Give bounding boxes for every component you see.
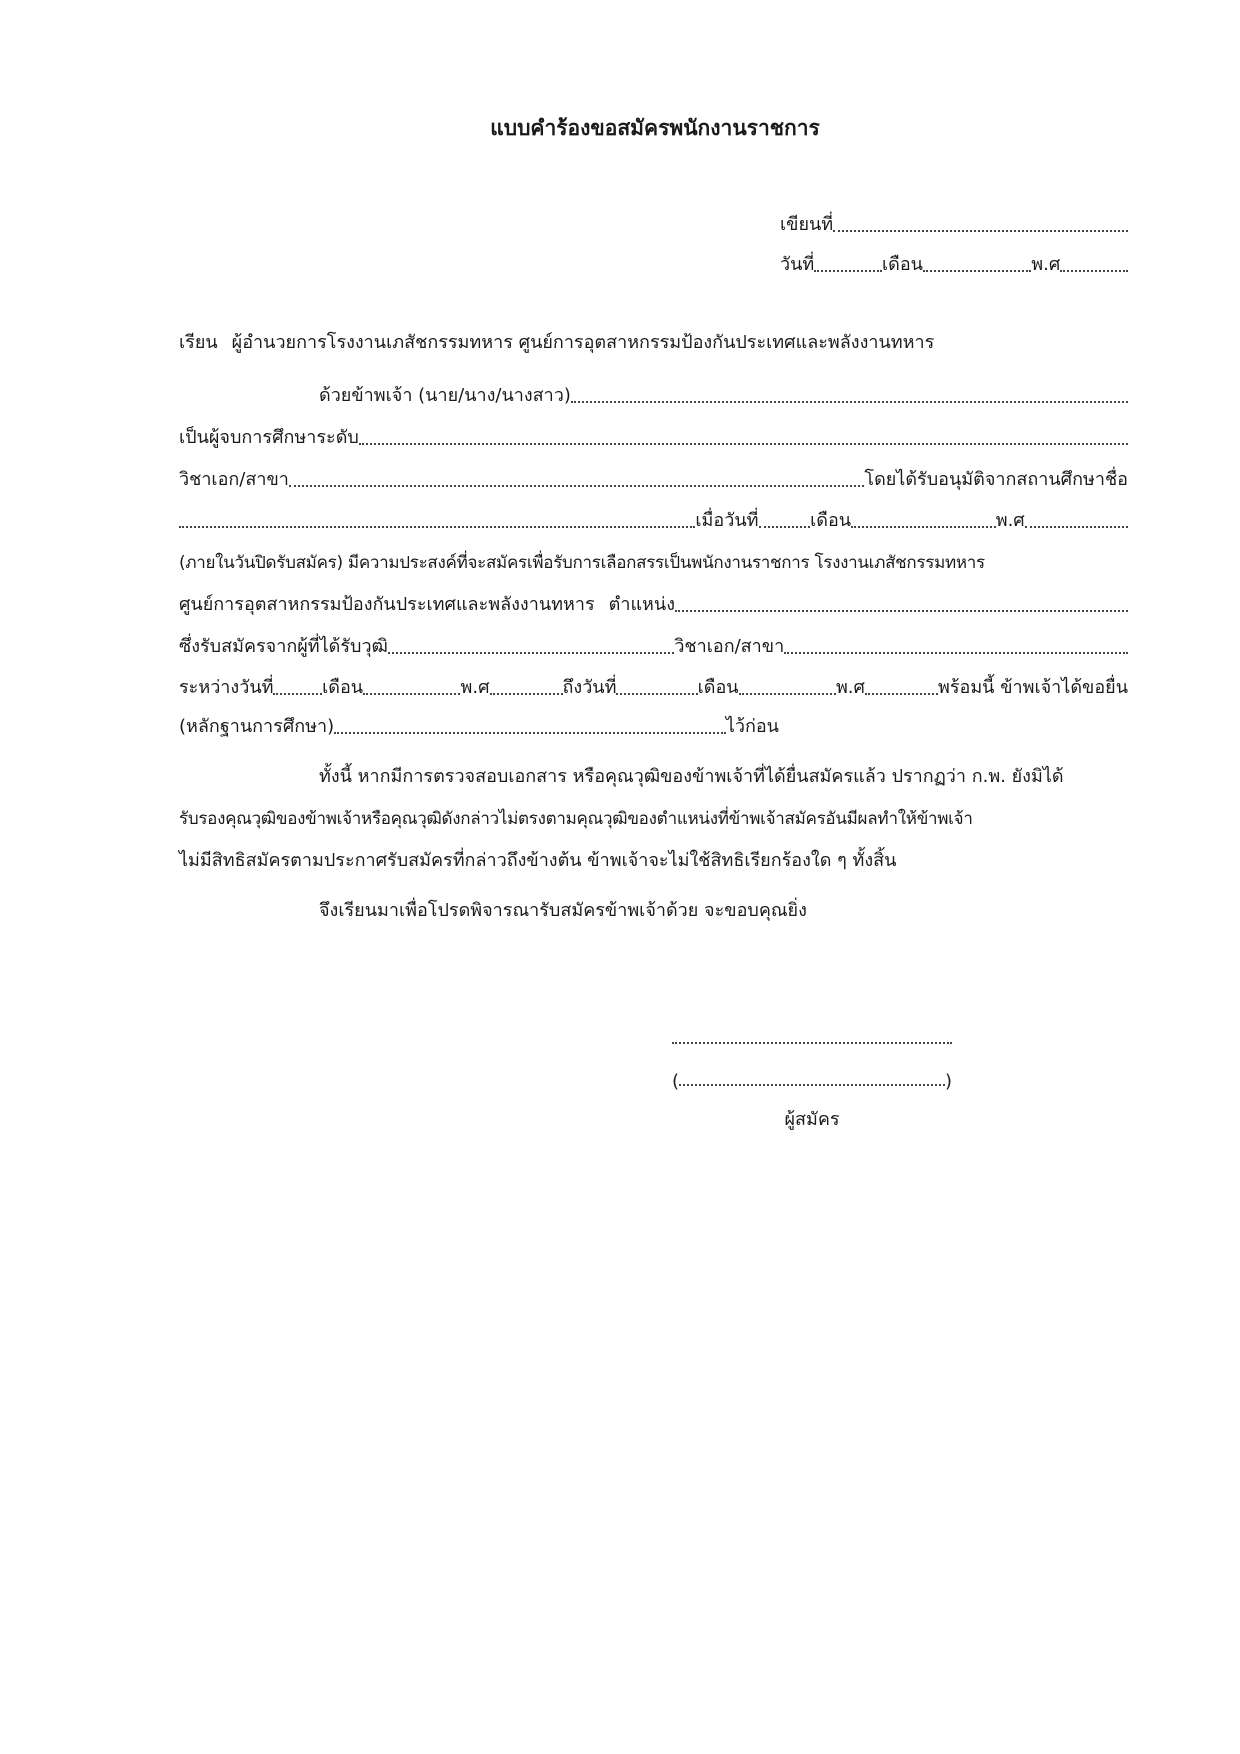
herewith-text: พร้อมนี้ ข้าพเจ้าได้ขอยื่น <box>937 677 1128 698</box>
org-text: ศูนย์การอุตสาหกรรมป้องกันประเทศและพลังงานทหาร <box>179 594 595 615</box>
evidence-label: (หลักฐานการศึกษา) <box>179 716 335 737</box>
position-label: ตำแหน่ง <box>608 594 675 615</box>
salutation-label: เรียน <box>179 332 218 353</box>
signature-role: ผู้สมัคร <box>784 1109 840 1130</box>
to-month-label: เดือน <box>697 677 739 698</box>
education-level-field[interactable] <box>359 443 1128 445</box>
qualification-row <box>179 630 1128 660</box>
declaration-line-2: รับรองคุณวุฒิของข้าพเจ้าหรือคุณวุฒิดังกล่าวไม่ตรงตามคุณวุฒิของตำแหน่งที่ข้าพเจ้าสมัครอันมีผลทำให้ข้าพเจ้า <box>179 809 973 829</box>
major-field[interactable] <box>289 485 865 487</box>
evidence-field[interactable] <box>334 732 726 734</box>
to-year-label: พ.ศ <box>835 677 865 698</box>
from-day-field[interactable] <box>273 693 322 695</box>
year-label: พ.ศ <box>995 510 1025 531</box>
from-month-field[interactable] <box>363 693 460 695</box>
written-at-row <box>780 208 1128 238</box>
beforehand-text: ไว้ก่อน <box>725 716 779 737</box>
date-day-field[interactable] <box>814 270 882 272</box>
declaration-line-3: ไม่มีสิทธิสมัครตามประกาศรับสมัครที่กล่าวถึงข้างต้น ข้าพเจ้าจะไม่ใช้สิทธิเรียกร้องใด ๆ ทั้งสิ้น <box>179 850 897 871</box>
between-day-label: ระหว่างวันที่ <box>179 677 274 698</box>
applicant-row <box>179 379 1128 409</box>
date-year-field[interactable] <box>1060 270 1128 272</box>
to-year-field[interactable] <box>865 693 938 695</box>
to-day-field[interactable] <box>616 693 697 695</box>
institution-row <box>179 504 1128 534</box>
close-paren: ) <box>944 1071 952 1092</box>
date-month-field[interactable] <box>923 270 1031 272</box>
salutation-recipient: ผู้อำนวยการโรงงานเภสัชกรรมทหาร ศูนย์การอุตสาหกรรมป้องกันประเทศและพลังงานทหาร <box>231 332 935 353</box>
open-paren: ( <box>672 1071 680 1092</box>
date-row <box>780 248 1128 278</box>
institution-field[interactable] <box>179 526 695 528</box>
grad-year-field[interactable] <box>1025 526 1128 528</box>
date-month-label: เดือน <box>881 254 923 275</box>
on-day-label: เมื่อวันที่ <box>695 510 759 531</box>
major-label: วิชาเอก/สาขา <box>179 469 289 490</box>
major2-field[interactable] <box>784 652 1128 654</box>
to-month-field[interactable] <box>739 693 836 695</box>
printed-name-row <box>672 1062 952 1092</box>
qualification-field[interactable] <box>388 652 675 654</box>
declaration-line-1: ทั้งนี้ หากมีการตรวจสอบเอกสาร หรือคุณวุฒิของข้าพเจ้าที่ได้ยื่นสมัครแล้ว ปรากฏว่า ก.พ. ยังมิได้ <box>319 766 1064 787</box>
signature-line <box>672 1020 952 1050</box>
approved-by-label: โดยได้รับอนุมัติจากสถานศึกษาชื่อ <box>864 469 1128 490</box>
applicant-label: ด้วยข้าพเจ้า (นาย/นาง/นางสาว) <box>319 385 571 406</box>
applicant-name-field[interactable] <box>571 401 1128 403</box>
evidence-row <box>179 710 779 740</box>
period-row <box>179 671 1128 701</box>
page-title: แบบคำร้องขอสมัครพนักงานราชการ <box>490 116 820 140</box>
to-day-label: ถึงวันที่ <box>562 677 617 698</box>
signature-field[interactable] <box>672 1042 952 1044</box>
closing-paragraph <box>179 890 1128 932</box>
salutation <box>179 326 1128 356</box>
written-at-field[interactable] <box>833 230 1128 232</box>
date-day-label: วันที่ <box>780 254 815 275</box>
intent-row <box>179 546 1128 576</box>
major-row <box>179 463 1128 493</box>
grad-day-field[interactable] <box>759 526 811 528</box>
from-month-label: เดือน <box>322 677 364 698</box>
from-year-label: พ.ศ <box>460 677 490 698</box>
grad-month-field[interactable] <box>851 526 996 528</box>
qualification-label: ซึ่งรับสมัครจากผู้ที่ได้รับวุฒิ <box>179 636 388 657</box>
date-year-label: พ.ศ <box>1031 254 1061 275</box>
written-at-label: เขียนที่ <box>780 214 834 235</box>
education-row <box>179 421 1128 451</box>
major2-label: วิชาเอก/สาขา <box>674 636 785 657</box>
declaration-paragraph <box>179 756 1128 882</box>
closing-text: จึงเรียนมาเพื่อโปรดพิจารณารับสมัครข้าพเจ้าด้วย จะขอบคุณยิ่ง <box>319 900 807 921</box>
education-level-label: เป็นผู้จบการศึกษาระดับ <box>179 427 359 448</box>
printed-name-field[interactable] <box>679 1084 945 1086</box>
intent-text: (ภายในวันปิดรับสมัคร) มีความประสงค์ที่จะสมัครเพื่อรับการเลือกสรรเป็นพนักงานราชการ โรงงานเภสัชกรรมทหาร <box>179 553 985 573</box>
position-field[interactable] <box>675 610 1128 612</box>
position-row <box>179 588 1128 618</box>
month-label: เดือน <box>810 510 852 531</box>
from-year-field[interactable] <box>490 693 563 695</box>
